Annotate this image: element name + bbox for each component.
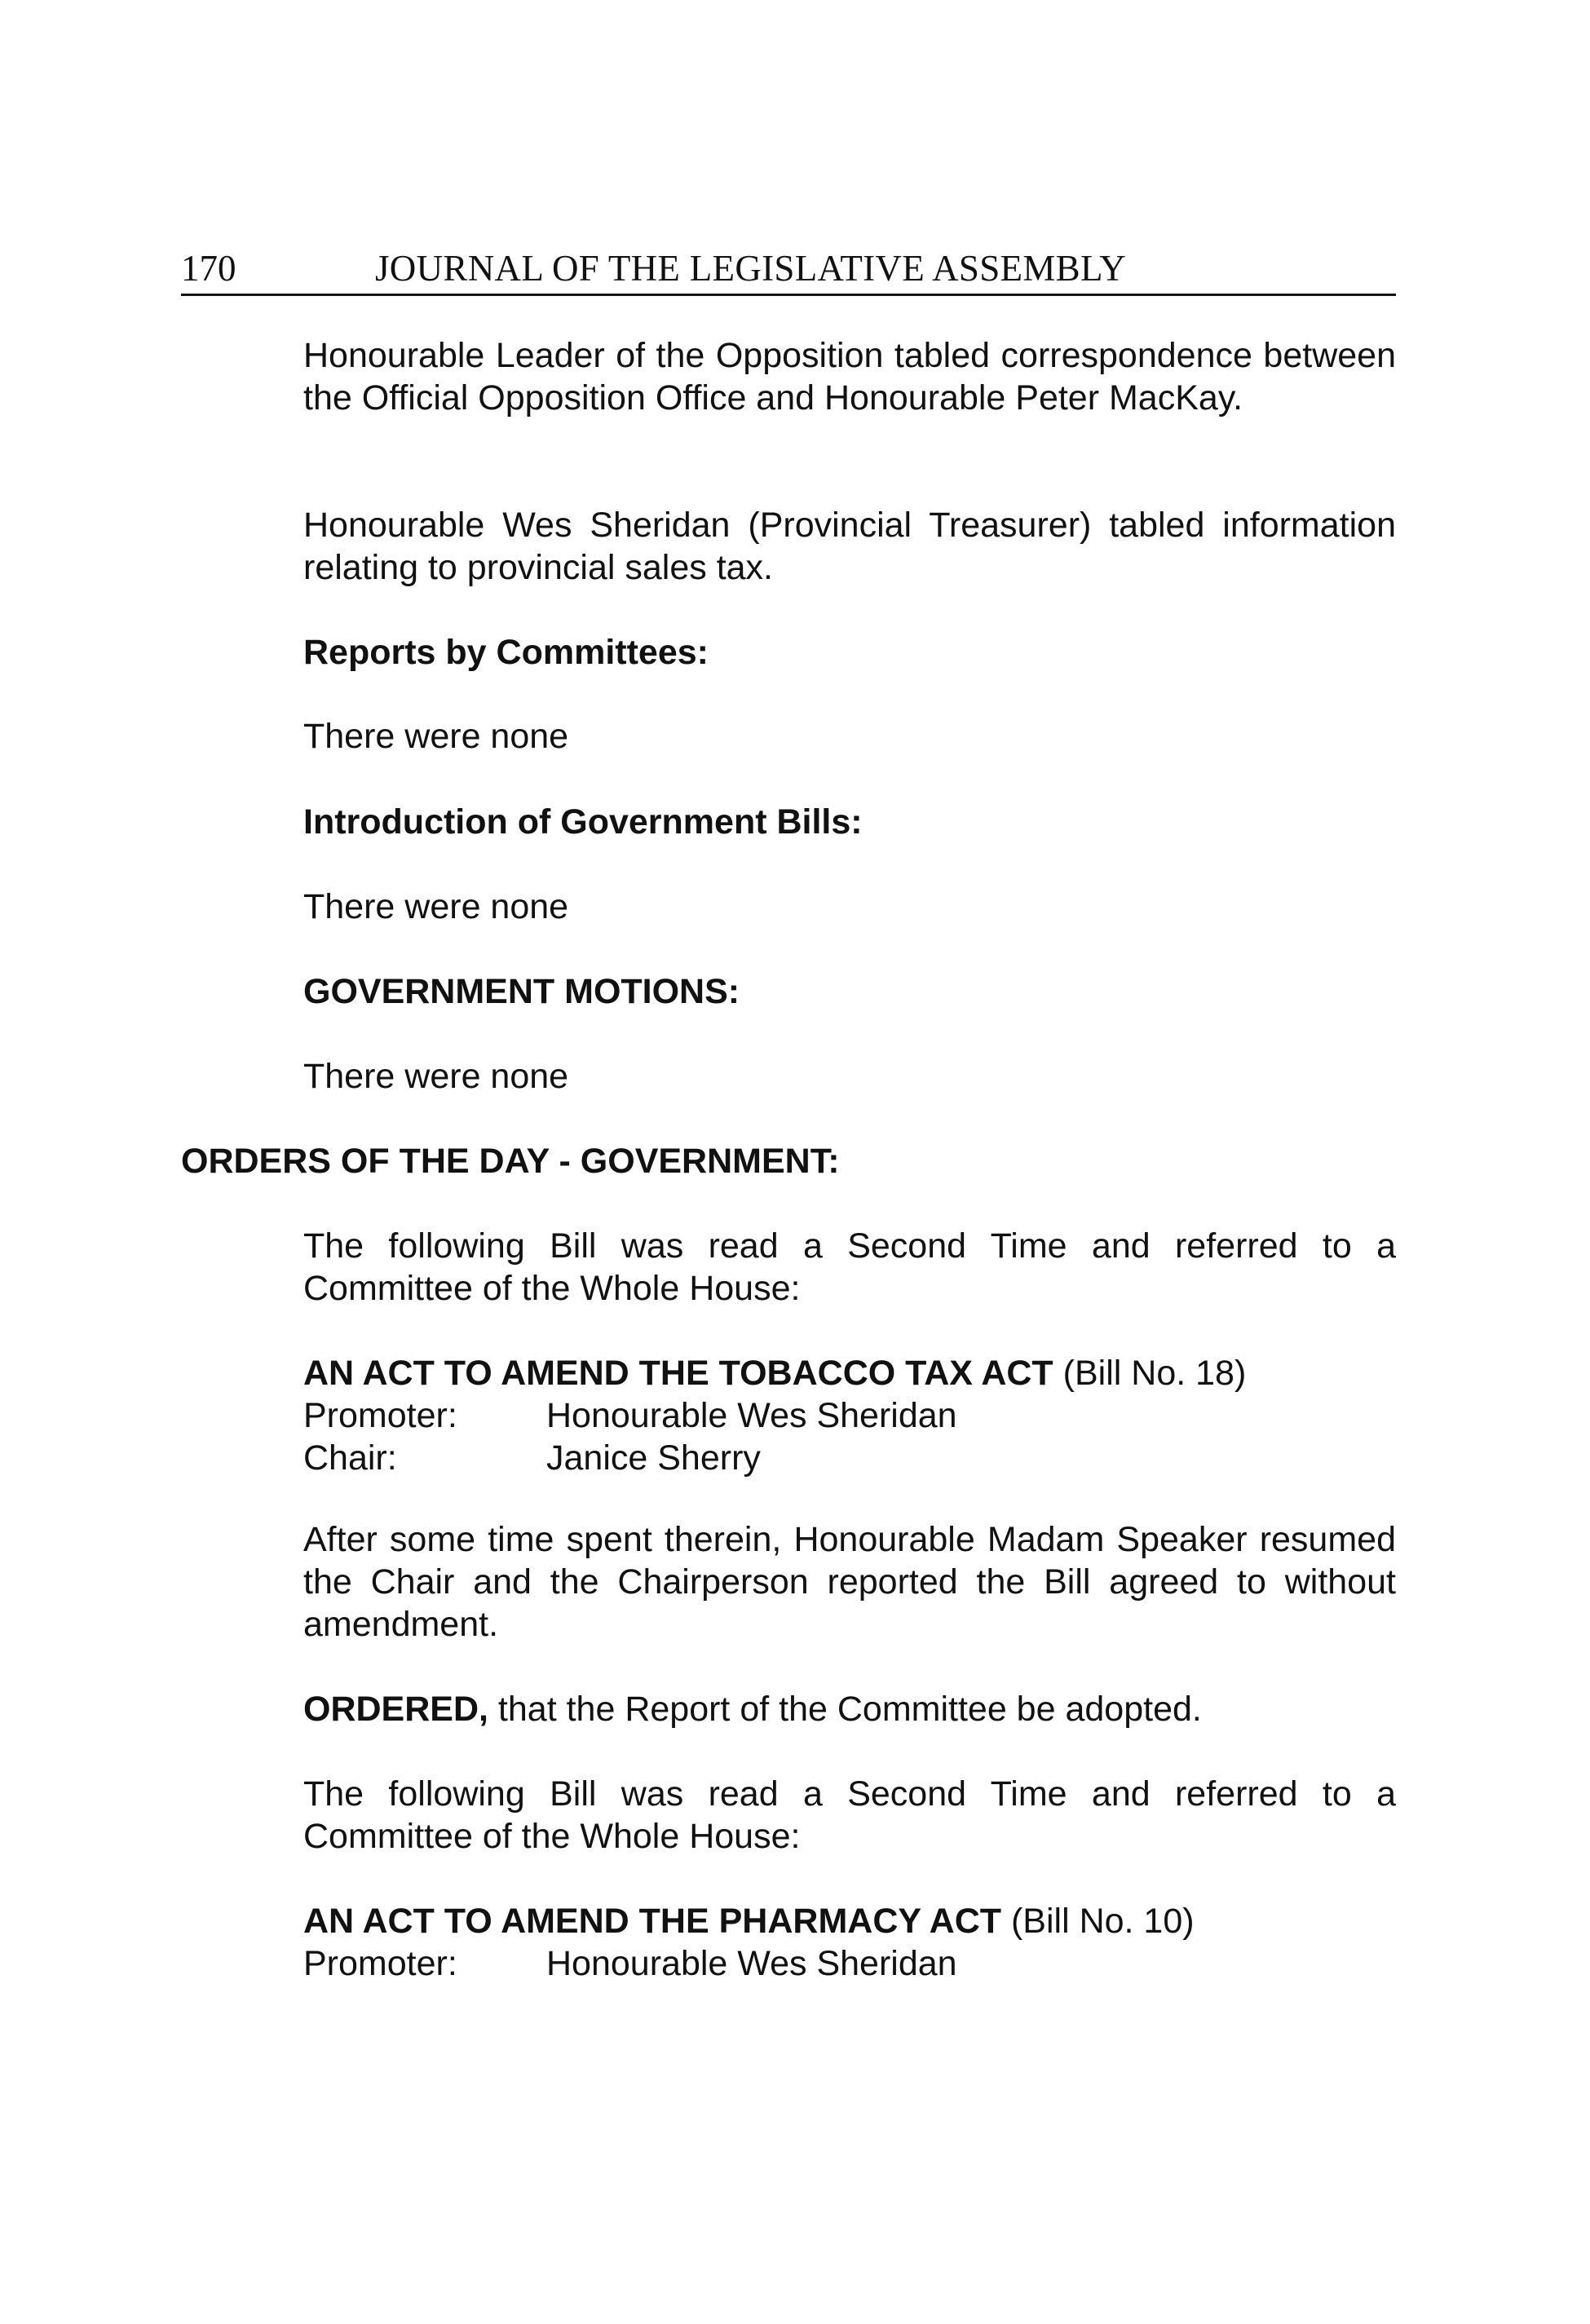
bill-18-title: AN ACT TO AMEND THE TOBACCO TAX ACT <box>303 1354 1053 1393</box>
ordered-label: ORDERED, <box>303 1690 488 1729</box>
bill-18-promoter-label: Promoter: <box>303 1396 457 1435</box>
ordered-paragraph <box>303 1688 1396 1730</box>
tabled-paragraph-opposition: Honourable Leader of the Opposition tabled correspondence between the Official Opposition Office and Honourable Peter MacKay. <box>303 336 1396 418</box>
second-reading-intro-2: The following Bill was read a Second Time and referred to a Committee of the Whole House: <box>303 1774 1396 1856</box>
ordered-text: that the Report of the Committee be adopted. <box>497 1690 1202 1729</box>
bill-10-promoter-label: Promoter: <box>303 1944 457 1983</box>
introduction-of-government-bills-text: There were none <box>303 887 569 926</box>
bill-10-promoter: Honourable Wes Sheridan <box>546 1944 957 1983</box>
government-motions-text: There were none <box>303 1057 569 1096</box>
page-number: 170 <box>181 248 236 289</box>
heading-orders-of-the-day: ORDERS OF THE DAY - GOVERNMENT: <box>181 1142 840 1181</box>
bill-18-promoter-row <box>303 1394 957 1437</box>
heading-reports-by-committees: Reports by Committees: <box>303 633 709 672</box>
bill-10-title: AN ACT TO AMEND THE PHARMACY ACT <box>303 1902 1002 1941</box>
reports-by-committees-text: There were none <box>303 717 569 756</box>
bill-18-number: (Bill No. 18) <box>1062 1354 1247 1393</box>
bill-10-title-line <box>303 1900 1396 1942</box>
second-reading-intro-1: The following Bill was read a Second Time and referred to a Committee of the Whole House: <box>303 1226 1396 1308</box>
heading-introduction-of-government-bills: Introduction of Government Bills: <box>303 802 863 842</box>
running-header <box>181 243 1396 296</box>
committee-report-paragraph: After some time spent therein, Honourable Madam Speaker resumed the Chair and the Chairperson reported the Bill agreed to without amendment. <box>303 1520 1396 1644</box>
tabled-paragraph-treasurer: Honourable Wes Sheridan (Provincial Treasurer) tabled information relating to provincial sales tax. <box>303 506 1396 587</box>
journal-title: JOURNAL OF THE LEGISLATIVE ASSEMBLY <box>375 248 1127 289</box>
heading-government-motions: GOVERNMENT MOTIONS: <box>303 972 740 1011</box>
bill-18-chair-label: Chair: <box>303 1438 397 1478</box>
bill-18-title-line <box>303 1352 1396 1394</box>
bill-18-chair-row <box>303 1437 761 1479</box>
bill-18-chair: Janice Sherry <box>546 1438 761 1478</box>
bill-18-promoter: Honourable Wes Sheridan <box>546 1396 957 1435</box>
bill-10-number: (Bill No. 10) <box>1010 1902 1195 1941</box>
bill-10-promoter-row <box>303 1942 957 1985</box>
